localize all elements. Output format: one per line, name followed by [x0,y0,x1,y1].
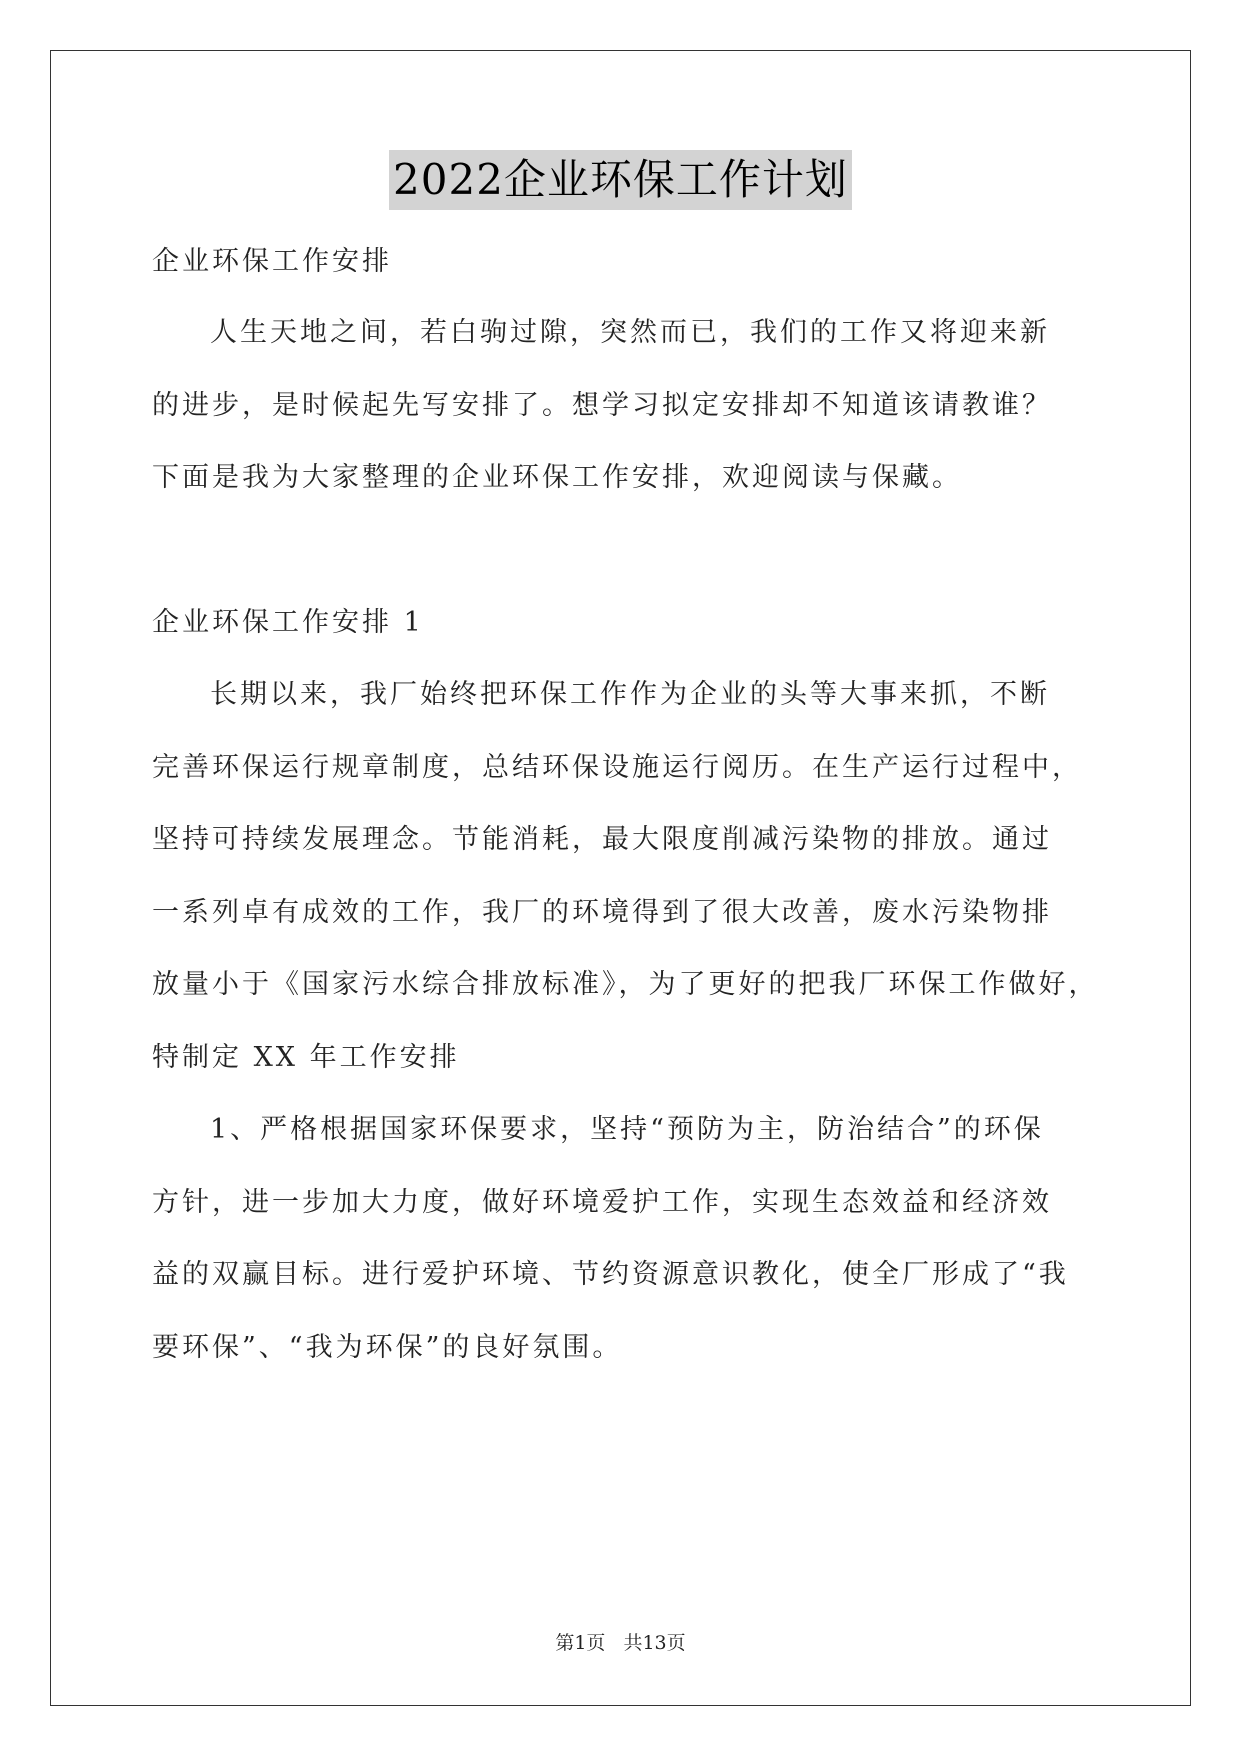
section-heading: 企业环保工作安排 [152,246,392,277]
para2-line-1: 1、严格根据国家环保要求，坚持“预防为主，防治结合”的环保 [210,1114,1044,1145]
para1-line-1: 长期以来，我厂始终把环保工作作为企业的头等大事来抓，不断 [210,679,1050,710]
page-border [50,50,1191,1706]
page-number: 第1页 [555,1632,606,1654]
page-footer [0,1628,1241,1655]
page-total: 共13页 [623,1632,686,1654]
intro-line-2: 的进步，是时候起先写安排了。想学习拟定安排却不知道该请教谁？ [152,390,1052,421]
document-title: 2022企业环保工作计划 [389,150,852,210]
para1-line-4: 一系列卓有成效的工作，我厂的环境得到了很大改善，废水污染物排 [152,897,1052,928]
para1-line-2: 完善环保运行规章制度，总结环保设施运行阅历。在生产运行过程中， [152,752,1082,783]
para2-line-3: 益的双赢目标。进行爱护环境、节约资源意识教化，使全厂形成了“我 [152,1259,1069,1290]
intro-line-1: 人生天地之间，若白驹过隙，突然而已，我们的工作又将迎来新 [210,317,1050,348]
para2-line-4: 要环保”、“我为环保”的良好氛围。 [152,1332,623,1363]
title-container [0,150,1241,210]
para1-line-3: 坚持可持续发展理念。节能消耗，最大限度削减污染物的排放。通过 [152,824,1052,855]
para1-line-6: 特制定 XX 年工作安排 [152,1042,460,1073]
section-heading-1: 企业环保工作安排 1 [152,607,424,638]
intro-line-3: 下面是我为大家整理的企业环保工作安排，欢迎阅读与保藏。 [152,462,962,493]
para2-line-2: 方针，进一步加大力度，做好环境爱护工作，实现生态效益和经济效 [152,1187,1052,1218]
para1-line-5: 放量小于《国家污水综合排放标准》，为了更好的把我厂环保工作做好， [152,969,1099,1000]
